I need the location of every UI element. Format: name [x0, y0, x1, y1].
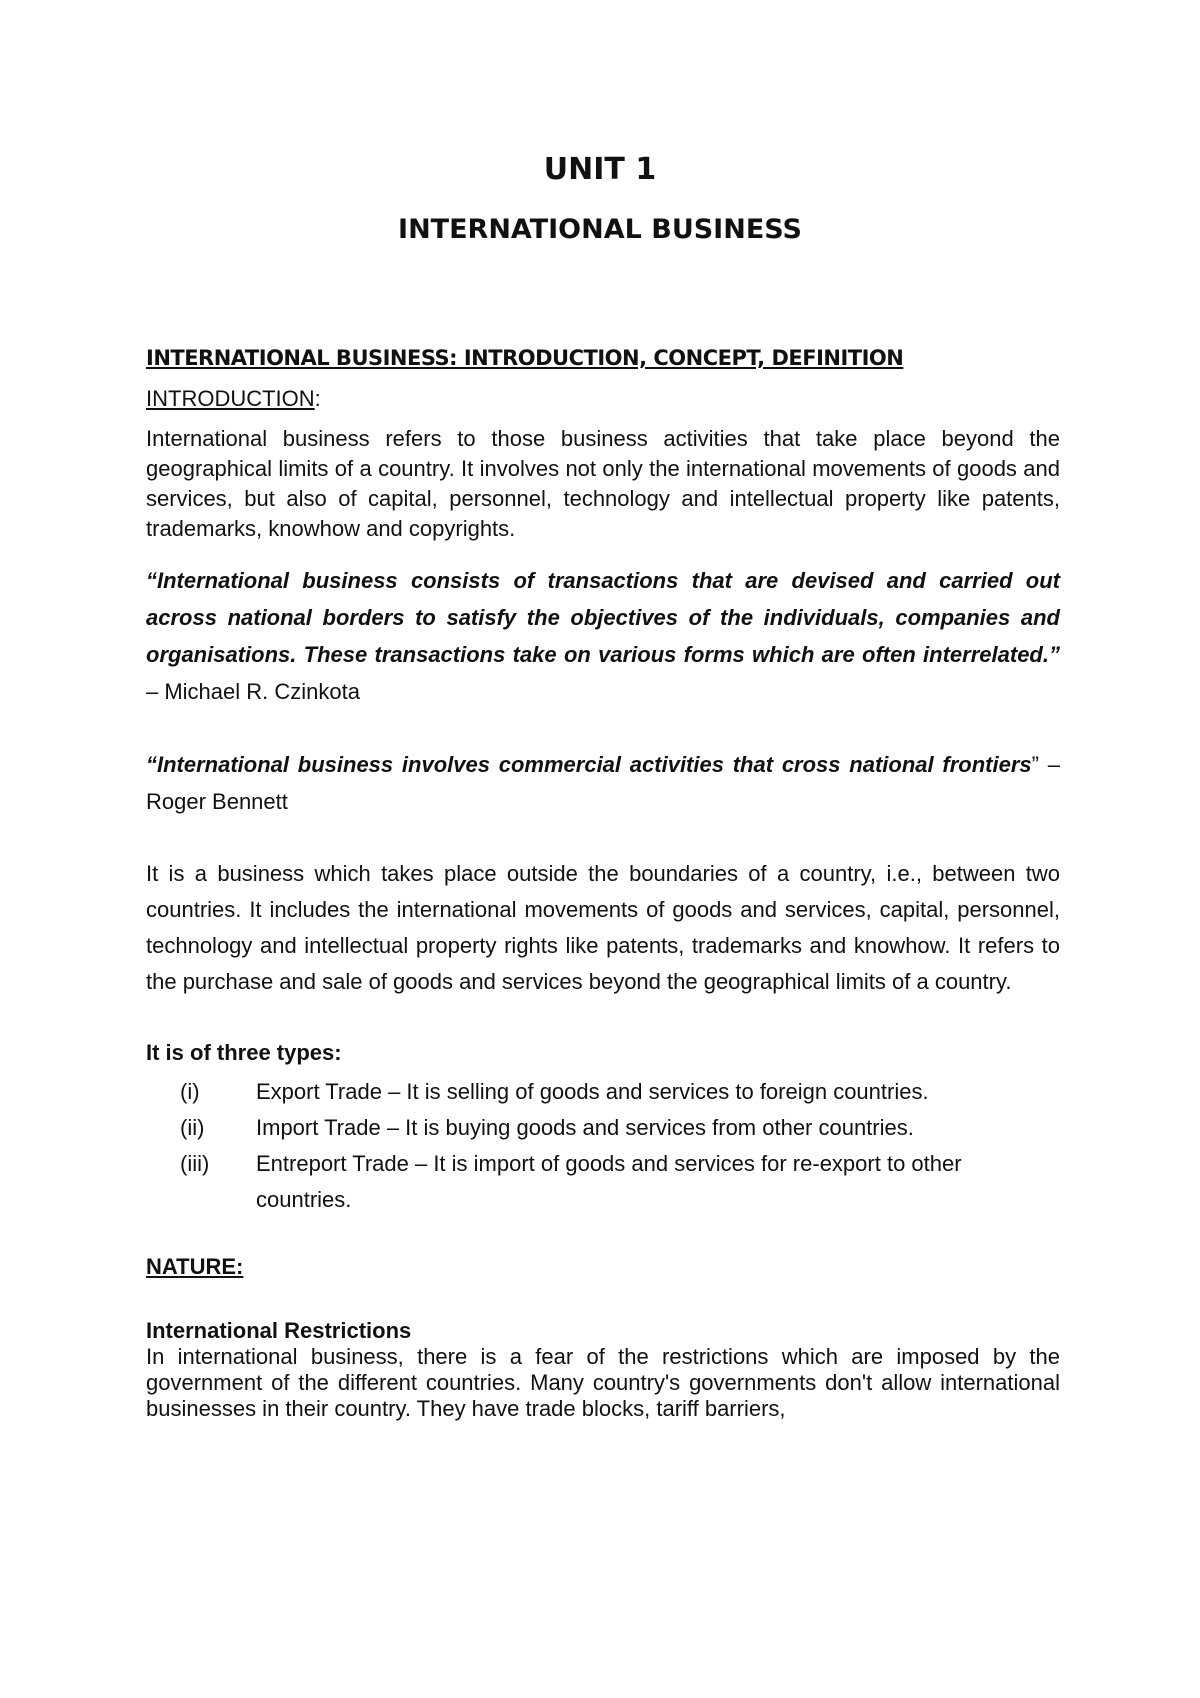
quote-text: “International business consists of transactions that are devised and carried out across national borders to satisfy the objectives of the individuals, companies and organisations. These transactions take on various forms which are often interrelated.” — [146, 568, 1060, 667]
introduction-label: INTRODUCTION — [146, 386, 315, 411]
restrictions-paragraph: In international business, there is a fear of the restrictions which are imposed by the government of the different countries. Many country's governments don't allow international businesses in their country. They have trade blocks, tariff barriers, — [146, 1344, 1060, 1421]
list-item — [146, 1110, 1060, 1146]
quote-text: “International business involves commercial activities that cross national frontiers — [146, 752, 1032, 777]
list-item-text: Export Trade – It is selling of goods and services to foreign countries. — [256, 1079, 929, 1104]
quote-author: – Michael R. Czinkota — [146, 679, 360, 704]
restrictions-heading: International Restrictions — [146, 1318, 412, 1343]
list-item — [146, 1074, 1060, 1110]
list-item — [146, 1146, 1060, 1218]
types-list — [146, 1074, 1060, 1218]
types-heading: It is of three types: — [146, 1040, 342, 1065]
document-body — [146, 346, 1060, 1422]
quote-bennett — [146, 746, 1060, 820]
body-paragraph: It is a business which takes place outside the boundaries of a country, i.e., between two countries. It includes the international movements of goods and services, capital, personnel, technology and intellectual property rights like patents, trademarks and knowhow. It refers to the purchase and sale of goods and services beyond the geographical limits of a country. — [146, 861, 1060, 994]
list-item-number: (iii) — [180, 1151, 210, 1176]
quote-czinkota — [146, 562, 1060, 710]
quote-author: ” – Roger Bennett — [146, 752, 1060, 814]
unit-title: UNIT 1 — [543, 152, 657, 187]
list-item-number: (i) — [180, 1079, 200, 1104]
section-heading: INTERNATIONAL BUSINESS: INTRODUCTION, CONCEPT, DEFINITION — [146, 346, 904, 370]
introduction-heading — [146, 386, 1060, 412]
nature-heading: NATURE: — [146, 1254, 244, 1279]
list-item-text: Import Trade – It is buying goods and services from other countries. — [256, 1115, 914, 1140]
list-item-number: (ii) — [180, 1115, 205, 1140]
list-item-text: Entreport Trade – It is import of goods and services for re-export to other countries. — [256, 1151, 962, 1212]
intro-paragraph: International business refers to those business activities that take place beyond the geographical limits of a country. It involves not only the international movements of goods and services, but also of capital, personnel, technology and intellectual property like patents, trademarks, knowhow and copyrights. — [146, 426, 1060, 541]
introduction-colon: : — [314, 386, 321, 411]
main-title: INTERNATIONAL BUSINESS — [398, 214, 802, 245]
